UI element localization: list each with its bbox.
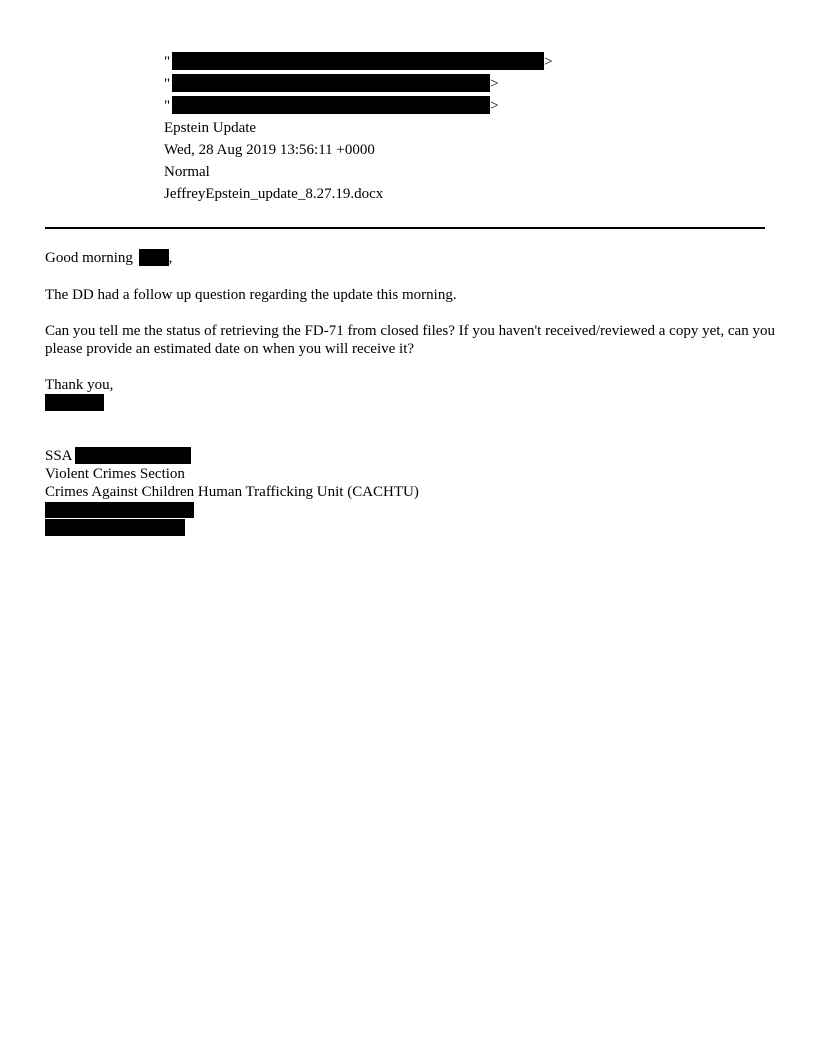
cc-value	[164, 96, 499, 116]
signature-title	[45, 447, 191, 465]
greeting-text: Good morning	[45, 250, 133, 266]
date-value: Wed, 28 Aug 2019 13:56:11 +0000	[164, 142, 375, 158]
importance-value: Normal	[164, 164, 210, 180]
from-value	[164, 52, 553, 72]
closing: Thank you,	[45, 377, 114, 393]
greeting	[45, 249, 172, 267]
cc-redaction	[172, 96, 490, 114]
signature-phone-redaction	[45, 502, 194, 518]
signature-section: Violent Crimes Section	[45, 466, 185, 482]
greeting-comma: ,	[168, 250, 173, 266]
to-quote: "	[164, 76, 171, 92]
cc-quote: "	[164, 98, 171, 114]
paragraph-2: Can you tell me the status of retrieving the FD-71 from closed files? If you haven't received/reviewed a copy yet, can you please provide an estimated date on when you will receive it?	[45, 323, 775, 357]
sender-name-redaction	[45, 394, 104, 411]
cc-close: >	[490, 98, 499, 114]
signature-name-redaction	[75, 447, 191, 464]
to-redaction	[172, 74, 490, 92]
attachments-value: JeffreyEpstein_update_8.27.19.docx	[164, 186, 384, 202]
signature-unit: Crimes Against Children Human Trafficking Unit (CACHTU)	[45, 484, 419, 500]
from-quote: "	[164, 54, 171, 70]
to-value	[164, 74, 499, 94]
signature-title-text: SSA	[45, 448, 72, 464]
from-close: >	[544, 54, 553, 70]
to-close: >	[490, 76, 499, 92]
header-divider	[45, 227, 765, 229]
paragraph-1: The DD had a follow up question regarding the update this morning.	[45, 287, 457, 303]
greeting-redaction	[139, 249, 169, 266]
from-redaction	[172, 52, 544, 70]
subject-value: Epstein Update	[164, 120, 257, 136]
signature-email-redaction	[45, 519, 185, 536]
